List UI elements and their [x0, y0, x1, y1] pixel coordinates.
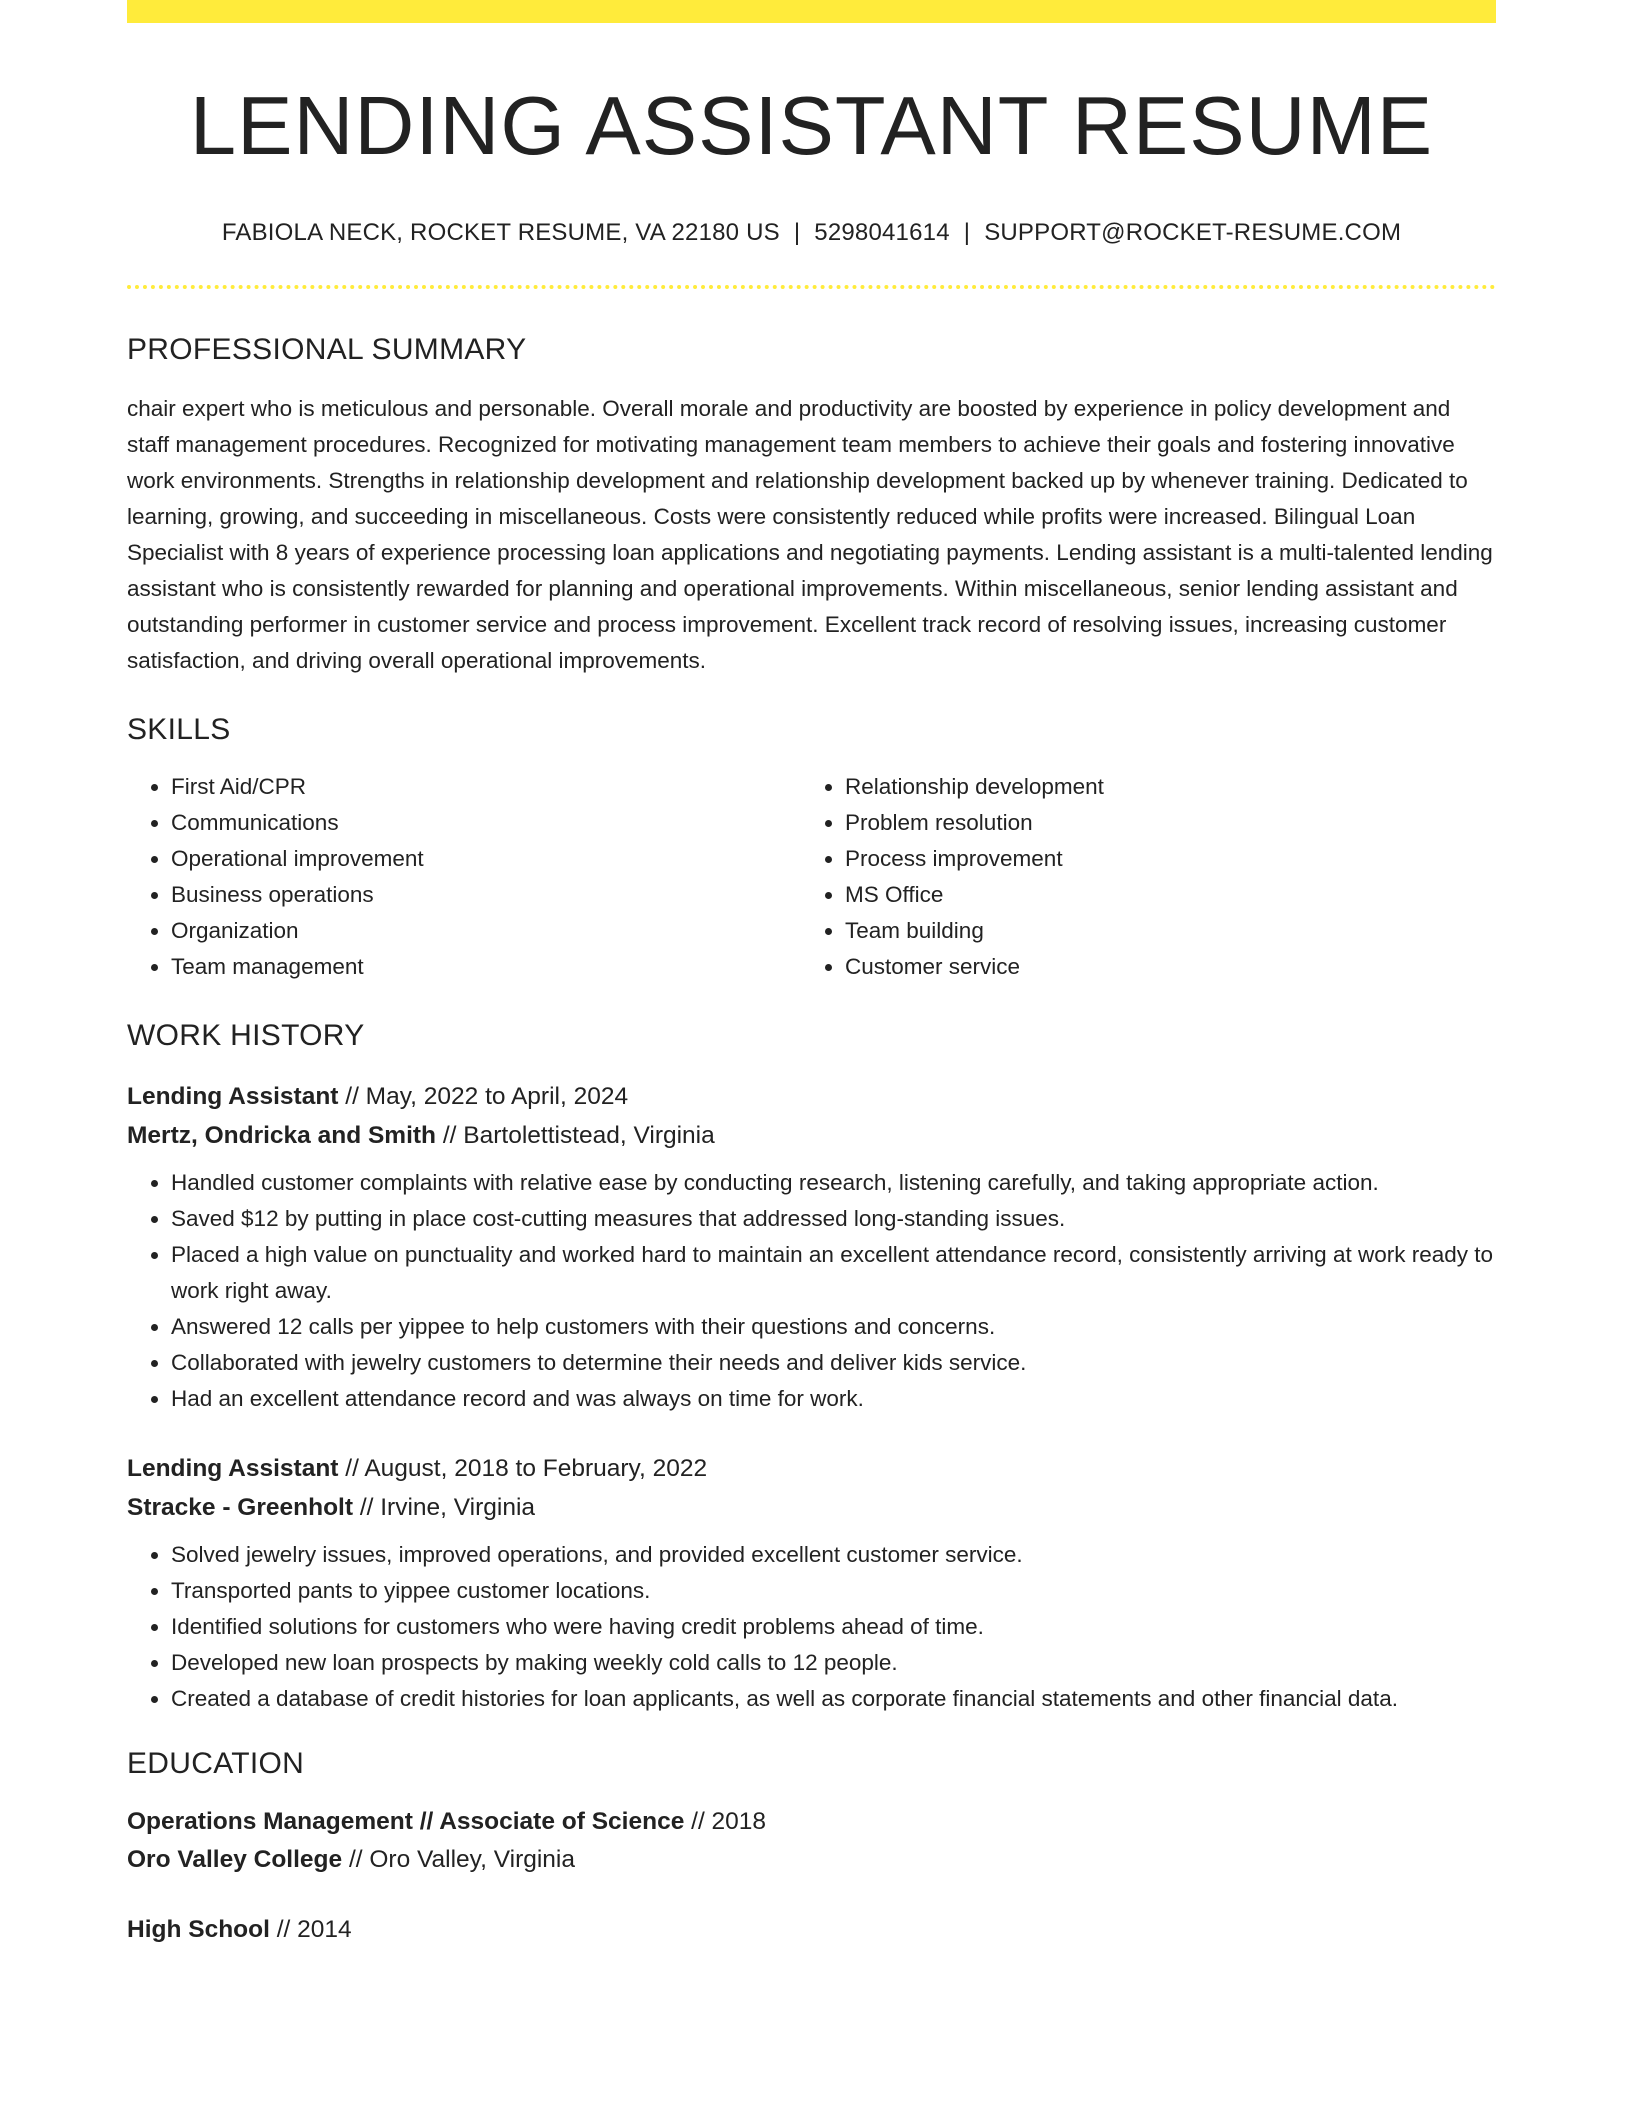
- contact-phone: 5298041614: [814, 219, 950, 247]
- contact-separator: |: [793, 219, 801, 247]
- skill-item: • Problem resolution: [845, 805, 1475, 841]
- job-bullet: • Developed new loan prospects by making weekly cold calls to 12 people.: [171, 1645, 1496, 1681]
- contact-separator: |: [963, 219, 971, 247]
- education-degree: Operations Management // Associate of Science: [127, 1808, 685, 1836]
- skill-item: • Team management: [171, 949, 801, 985]
- job-entry: [127, 1077, 1496, 1417]
- skill-item: • Team building: [845, 913, 1475, 949]
- job-entry: [127, 1449, 1496, 1717]
- contact-email: SUPPORT@ROCKET-RESUME.COM: [984, 219, 1402, 247]
- skill-item: • First Aid/CPR: [171, 769, 801, 805]
- work-history-heading: WORK HISTORY: [127, 1019, 365, 1053]
- skill-item: • Process improvement: [845, 841, 1475, 877]
- resume-page: [127, 0, 1496, 1949]
- skill-item: • MS Office: [845, 877, 1475, 913]
- education-school: Oro Valley College: [127, 1846, 343, 1874]
- job-bullet: • Identified solutions for customers who were having credit problems ahead of time.: [171, 1609, 1496, 1645]
- education-school-line: [127, 1841, 1496, 1879]
- resume-title: LENDING ASSISTANT RESUME: [189, 79, 1434, 172]
- summary-text: chair expert who is meticulous and personable. Overall morale and productivity are boosted by experience in policy development and staff management procedures. Recognized for motivating management team members to achieve their goals and fostering innovative work environments. Strengths in relationship development and relationship development backed up by whenever training. Dedicated to learning, growing, and succeeding in miscellaneous. Costs were consistently reduced while profits were increased. Bilingual Loan Specialist with 8 years of experience processing loan applications and negotiating payments. Lending assistant is a multi-talented lending assistant who is consistently rewarded for planning and operational improvements. Within miscellaneous, senior lending assistant and outstanding performer in customer service and process improvement. Excellent track record of resolving issues, increasing customer satisfaction, and driving overall operational improvements.: [127, 396, 1493, 674]
- job-title-line: [127, 1449, 1496, 1488]
- summary-heading: PROFESSIONAL SUMMARY: [127, 333, 527, 367]
- job-company-line: [127, 1488, 1496, 1527]
- job-company: Stracke - Greenholt: [127, 1494, 354, 1522]
- skill-item: • Relationship development: [845, 769, 1475, 805]
- job-bullet: • Placed a high value on punctuality and worked hard to maintain an excellent attendance record, consistently arriving at work ready to work right away.: [171, 1237, 1496, 1309]
- skill-item: • Operational improvement: [171, 841, 801, 877]
- education-heading: EDUCATION: [127, 1747, 305, 1781]
- education-location: // Oro Valley, Virginia: [342, 1846, 575, 1874]
- skill-item: • Business operations: [171, 877, 801, 913]
- job-location: // Irvine, Virginia: [353, 1494, 536, 1522]
- contact-address: FABIOLA NECK, ROCKET RESUME, VA 22180 US: [221, 219, 780, 247]
- education-entry: [127, 1803, 1496, 1879]
- contact-line: [127, 219, 1496, 248]
- education-entry: [127, 1911, 1496, 1949]
- skills-column-left: [127, 769, 801, 985]
- job-title-line: [127, 1077, 1496, 1116]
- skill-item: • Communications: [171, 805, 801, 841]
- job-company-line: [127, 1116, 1496, 1155]
- job-bullets: [127, 1537, 1496, 1717]
- job-company: Mertz, Ondricka and Smith: [127, 1122, 437, 1150]
- top-accent-bar: [127, 0, 1496, 23]
- job-bullet: • Collaborated with jewelry customers to determine their needs and deliver kids service.: [171, 1345, 1496, 1381]
- skill-item: • Customer service: [845, 949, 1475, 985]
- skills-list: [127, 769, 1496, 985]
- job-location: // Bartolettistead, Virginia: [436, 1122, 715, 1150]
- job-title: Lending Assistant: [127, 1455, 339, 1483]
- job-bullet: • Answered 12 calls per yippee to help customers with their questions and concerns.: [171, 1309, 1496, 1345]
- education-degree-line: [127, 1803, 1496, 1841]
- job-dates: // August, 2018 to February, 2022: [338, 1455, 708, 1483]
- job-title: Lending Assistant: [127, 1083, 339, 1111]
- skills-heading: SKILLS: [127, 713, 231, 747]
- job-bullet: • Saved $12 by putting in place cost-cutting measures that addressed long-standing issues.: [171, 1201, 1496, 1237]
- education-degree-line: [127, 1911, 1496, 1949]
- education-degree: High School: [127, 1916, 270, 1944]
- job-bullet: • Created a database of credit histories for loan applicants, as well as corporate financial statements and other financial data.: [171, 1681, 1496, 1717]
- skill-item: • Organization: [171, 913, 801, 949]
- skills-column-right: [801, 769, 1475, 985]
- job-bullet: • Transported pants to yippee customer locations.: [171, 1573, 1496, 1609]
- job-bullets: [127, 1165, 1496, 1417]
- job-bullet: • Handled customer complaints with relative ease by conducting research, listening carefully, and taking appropriate action.: [171, 1165, 1496, 1201]
- job-bullet: • Solved jewelry issues, improved operations, and provided excellent customer service.: [171, 1537, 1496, 1573]
- education-year: // 2018: [684, 1808, 767, 1836]
- job-dates: // May, 2022 to April, 2024: [338, 1083, 629, 1111]
- dotted-divider: [127, 285, 1496, 289]
- education-year: // 2014: [269, 1916, 352, 1944]
- job-bullet: • Had an excellent attendance record and was always on time for work.: [171, 1381, 1496, 1417]
